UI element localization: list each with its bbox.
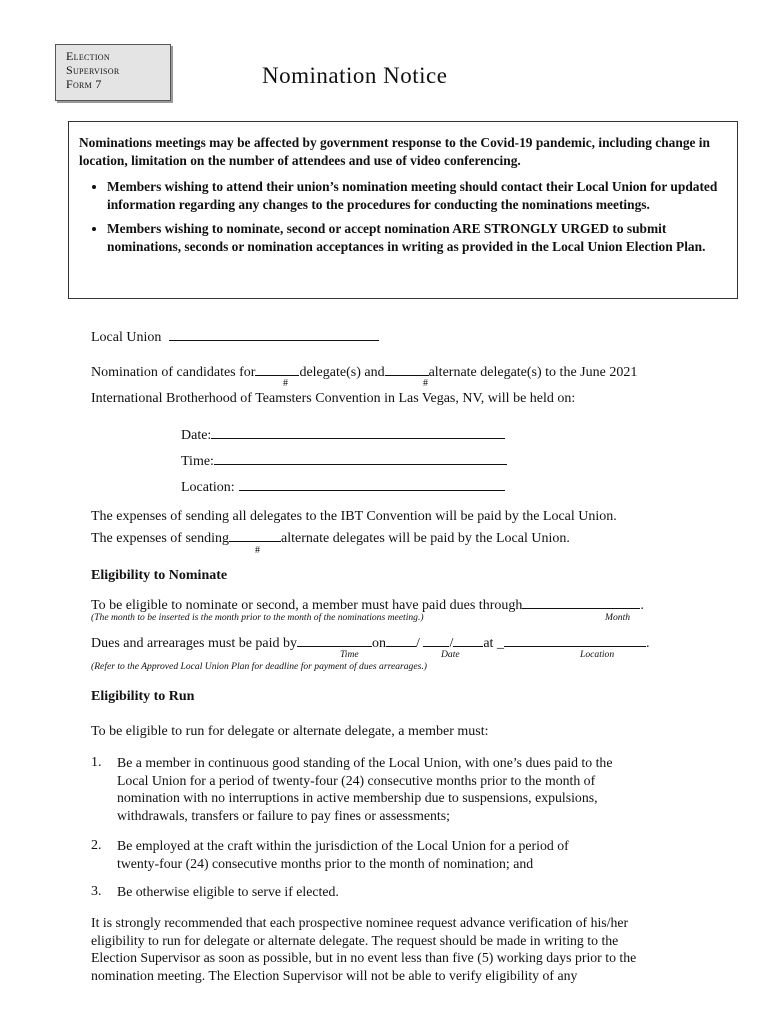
time-field[interactable]: [214, 450, 507, 465]
eligibility-run-intro: To be eligible to run for delegate or alternate delegate, a member must:: [91, 724, 489, 739]
expenses-text: The expenses of sending: [91, 531, 230, 546]
dues-year-part-field[interactable]: [453, 632, 483, 647]
list-item: [117, 837, 717, 872]
location-label: Location:: [181, 480, 235, 495]
arrearages-note: (Refer to the Approved Local Union Plan for deadline for payment of dues arrearages.): [91, 661, 427, 672]
month-note: (The month to be inserted is the month prior to the month of the nominations meeting.): [91, 612, 424, 623]
notice-bullet: • Members wishing to attend their union’s nomination meeting should contact their Local Union for updated information regarding any changes to the procedures for conducting the nominations meetings.: [107, 178, 727, 214]
dues-paid-row: Dues and arrearages must be paid by on / / at _ .: [91, 632, 649, 652]
alternate-count-field[interactable]: [385, 361, 429, 376]
list-item-line: Be employed at the craft within the jurisdiction of the Local Union for a period of: [117, 838, 569, 853]
location-caption: Location: [580, 649, 615, 660]
delegate-count-field[interactable]: [255, 361, 299, 376]
dues-through-text: To be eligible to nominate or second, a member must have paid dues through: [91, 598, 523, 613]
list-item-line: Be a member in continuous good standing of the Local Union, with one’s dues paid to the: [117, 755, 613, 770]
dues-through-row: To be eligible to nominate or second, a member must have paid dues through .: [91, 594, 644, 614]
dues-location-field[interactable]: [504, 632, 646, 647]
date-caption: Date: [441, 649, 460, 660]
local-union-field[interactable]: [169, 326, 379, 341]
list-item: [117, 883, 717, 901]
time-row: [181, 450, 507, 470]
expenses-text: alternate delegates will be paid by the Local Union.: [281, 531, 570, 546]
form-label-line: Form 7: [66, 77, 102, 91]
nomination-text: alternate delegate(s) to the June 2021: [428, 365, 638, 380]
list-number: 1.: [91, 755, 102, 770]
hash-label: #: [255, 545, 260, 556]
list-item-line: Local Union for a period of twenty-four (24) consecutive months prior to the month of: [117, 772, 596, 788]
time-label: Time:: [181, 454, 214, 469]
eligibility-run-heading: Eligibility to Run: [91, 689, 195, 704]
paragraph-line: Election Supervisor as soon as possible, but in no event less than five (5) working days prior to the: [91, 950, 637, 965]
list-number: 3.: [91, 884, 102, 899]
notice-intro: Nominations meetings may be affected by government response to the Covid-19 pandemic, including change in location, limitation on the number of attendees and use of video conferencing.: [79, 135, 710, 168]
local-union-label: Local Union: [91, 330, 162, 345]
paragraph-line: It is strongly recommended that each prospective nominee request advance verification of his/her: [91, 915, 629, 930]
hash-label: #: [423, 378, 428, 389]
paragraph-line: eligibility to run for delegate or alternate delegate. The request should be made in writing to the: [91, 932, 619, 948]
location-field[interactable]: [239, 476, 505, 491]
nomination-text: delegate(s) and: [299, 365, 385, 380]
month-caption: Month: [605, 612, 631, 623]
list-item-line: twenty-four (24) consecutive months prior to the month of nomination; and: [117, 855, 534, 871]
dues-month-part-field[interactable]: [386, 632, 416, 647]
eligibility-nominate-heading: Eligibility to Nominate: [91, 568, 228, 583]
dues-paid-text: at: [483, 636, 494, 651]
form-label-box: [55, 44, 171, 101]
list-number: 2.: [91, 838, 102, 853]
nomination-text: Nomination of candidates for: [91, 365, 256, 380]
local-union-row: [91, 326, 379, 346]
date-row: [181, 424, 505, 444]
notice-bullet: • Members wishing to nominate, second or accept nomination ARE STRONGLY URGED to submit nominations, seconds or nomination acceptances in writing as provided in the Local Union Election Plan.: [107, 220, 727, 256]
form-label-line: Election: [66, 49, 110, 63]
dues-paid-text: Dues and arrearages must be paid by: [91, 636, 298, 651]
form-label-line: Supervisor: [66, 63, 120, 77]
nomination-row: [91, 361, 637, 381]
list-item: [117, 754, 717, 824]
hash-label: #: [283, 378, 288, 389]
list-item-line: nomination with no interruptions in active membership due to suspensions, expulsions,: [117, 790, 598, 805]
dues-day-part-field[interactable]: [423, 632, 449, 647]
dues-month-field[interactable]: [522, 594, 640, 609]
alternate-expense-count-field[interactable]: [229, 527, 281, 542]
list-item-line: Be otherwise eligible to serve if elected.: [117, 884, 339, 899]
dues-paid-text: on: [372, 636, 387, 651]
time-caption: Time: [340, 649, 359, 660]
list-item-line: withdrawals, transfers or failure to pay fines or assessments;: [117, 807, 450, 823]
expenses-line2: [91, 527, 570, 547]
location-row: [181, 476, 505, 496]
date-field[interactable]: [211, 424, 505, 439]
nomination-line2: International Brotherhood of Teamsters Convention in Las Vegas, NV, will be held on:: [91, 391, 576, 406]
expenses-line1: The expenses of sending all delegates to the IBT Convention will be paid by the Local Union.: [91, 509, 617, 524]
covid-notice-box: [68, 121, 738, 299]
notice-bullets: [79, 178, 727, 256]
dues-time-field[interactable]: [297, 632, 372, 647]
date-label: Date:: [181, 428, 212, 443]
paragraph-line: nomination meeting. The Election Supervisor will not be able to verify eligibility of any: [91, 967, 578, 983]
page-title: Nomination Notice: [262, 63, 448, 88]
verification-paragraph: [91, 914, 731, 984]
